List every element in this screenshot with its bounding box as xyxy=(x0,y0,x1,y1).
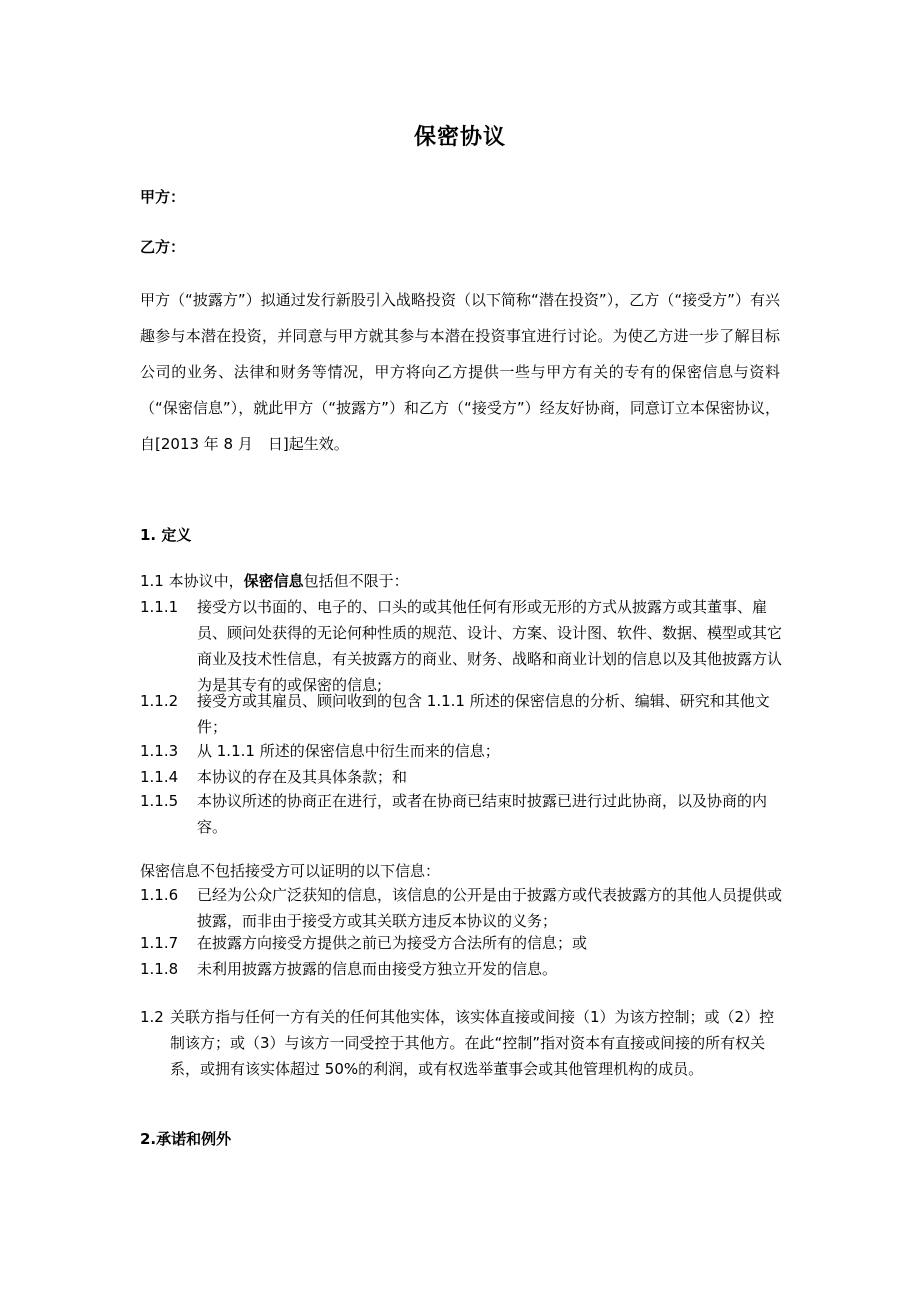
list-item-text: 在披露方向接受方提供之前已为接受方合法所有的信息；或 xyxy=(197,934,588,952)
definition-intro-suffix: 包括但不限于： xyxy=(303,572,409,590)
list-item-text: 接受方以书面的、电子的、口头的或其他任何有形或无形的方式从披露方或其董事、雇员、顾问处获得的无论何种性质的规范、设计、方案、设计图、软件、数据、模型或其它商业及技术性信息，有关披露方的商业、财务、战略和商业计划的信息以及其他披露方认为是其专有的或保密的信息; xyxy=(197,598,783,694)
party-a-label: 甲方： xyxy=(140,188,186,206)
definition-intro-term: 保密信息 xyxy=(243,572,304,590)
section-1-heading: 1. 定义 xyxy=(140,526,192,544)
preamble-paragraph: 甲方（“披露方”）拟通过发行新股引入战略投资（以下简称“潜在投资”），乙方（“接受方”）有兴趣参与本潜在投资，并同意与甲方就其参与本潜在投资事宜进行讨论。为使乙方进一步了解目标公司的业务、法律和财务等情况，甲方将向乙方提供一些与甲方有关的专有的保密信息与资料（“保密信息”），就此甲方（“披露方”）和乙方（“接受方”）经友好协商，同意订立本保密协议，自[2013 年 8 月 日]起生效。 xyxy=(140,291,780,453)
list-item-1-1-5 xyxy=(140,788,785,840)
document-title: 保密协议 xyxy=(413,125,506,150)
list-item-text: 未利用披露方披露的信息而由接受方独立开发的信息。 xyxy=(197,960,558,978)
list-item-number: 1.1.7 xyxy=(140,934,179,952)
list-item-1-1-7 xyxy=(140,930,785,956)
section-2-heading: 2.承诺和例外 xyxy=(140,1130,232,1148)
list-item-1-1-1 xyxy=(140,594,785,698)
definition-intro xyxy=(140,568,785,594)
list-item-1-1-4 xyxy=(140,764,785,790)
list-item-text: 本协议所述的协商正在进行，或者在协商已结束时披露已进行过此协商，以及协商的内容。 xyxy=(197,792,768,836)
list-item-number: 1.1.4 xyxy=(140,768,179,786)
list-item-number: 1.1.6 xyxy=(140,886,179,904)
list-item-1-1-8 xyxy=(140,956,785,982)
list-item-number: 1.2 xyxy=(140,1008,164,1026)
list-item-number: 1.1.5 xyxy=(140,792,179,810)
list-item-number: 1.1.2 xyxy=(140,692,179,710)
list-item-text: 本协议的存在及其具体条款；和 xyxy=(197,768,408,786)
list-item-text: 接受方或其雇员、顾问收到的包含 1.1.1 所述的保密信息的分析、编辑、研究和其他文件； xyxy=(197,692,770,736)
list-item-text: 已经为公众广泛获知的信息，该信息的公开是由于披露方或代表披露方的其他人员提供或披露，而非由于接受方或其关联方违反本协议的义务； xyxy=(197,886,783,930)
list-item-1-1-3 xyxy=(140,738,785,764)
exclusion-intro: 保密信息不包括接受方可以证明的以下信息： xyxy=(140,862,441,880)
list-item-number: 1.1.3 xyxy=(140,742,179,760)
list-item-1-2 xyxy=(140,1004,785,1082)
list-item-text: 关联方指与任何一方有关的任何其他实体，该实体直接或间接（1）为该方控制；或（2）控制该方；或（3）与该方一同受控于其他方。在此“控制”指对资本有直接或间接的所有权关系，或拥有该实体超过 50%的利润，或有权选举董事会或其他管理机构的成员。 xyxy=(170,1008,775,1078)
party-b-label: 乙方： xyxy=(140,238,186,256)
list-item-1-1-6 xyxy=(140,882,785,934)
list-item-1-1-2 xyxy=(140,688,785,740)
definition-intro-prefix: 1.1 本协议中， xyxy=(140,572,244,590)
list-item-number: 1.1.1 xyxy=(140,598,179,616)
list-item-number: 1.1.8 xyxy=(140,960,179,978)
list-item-text: 从 1.1.1 所述的保密信息中衍生而来的信息； xyxy=(197,742,500,760)
